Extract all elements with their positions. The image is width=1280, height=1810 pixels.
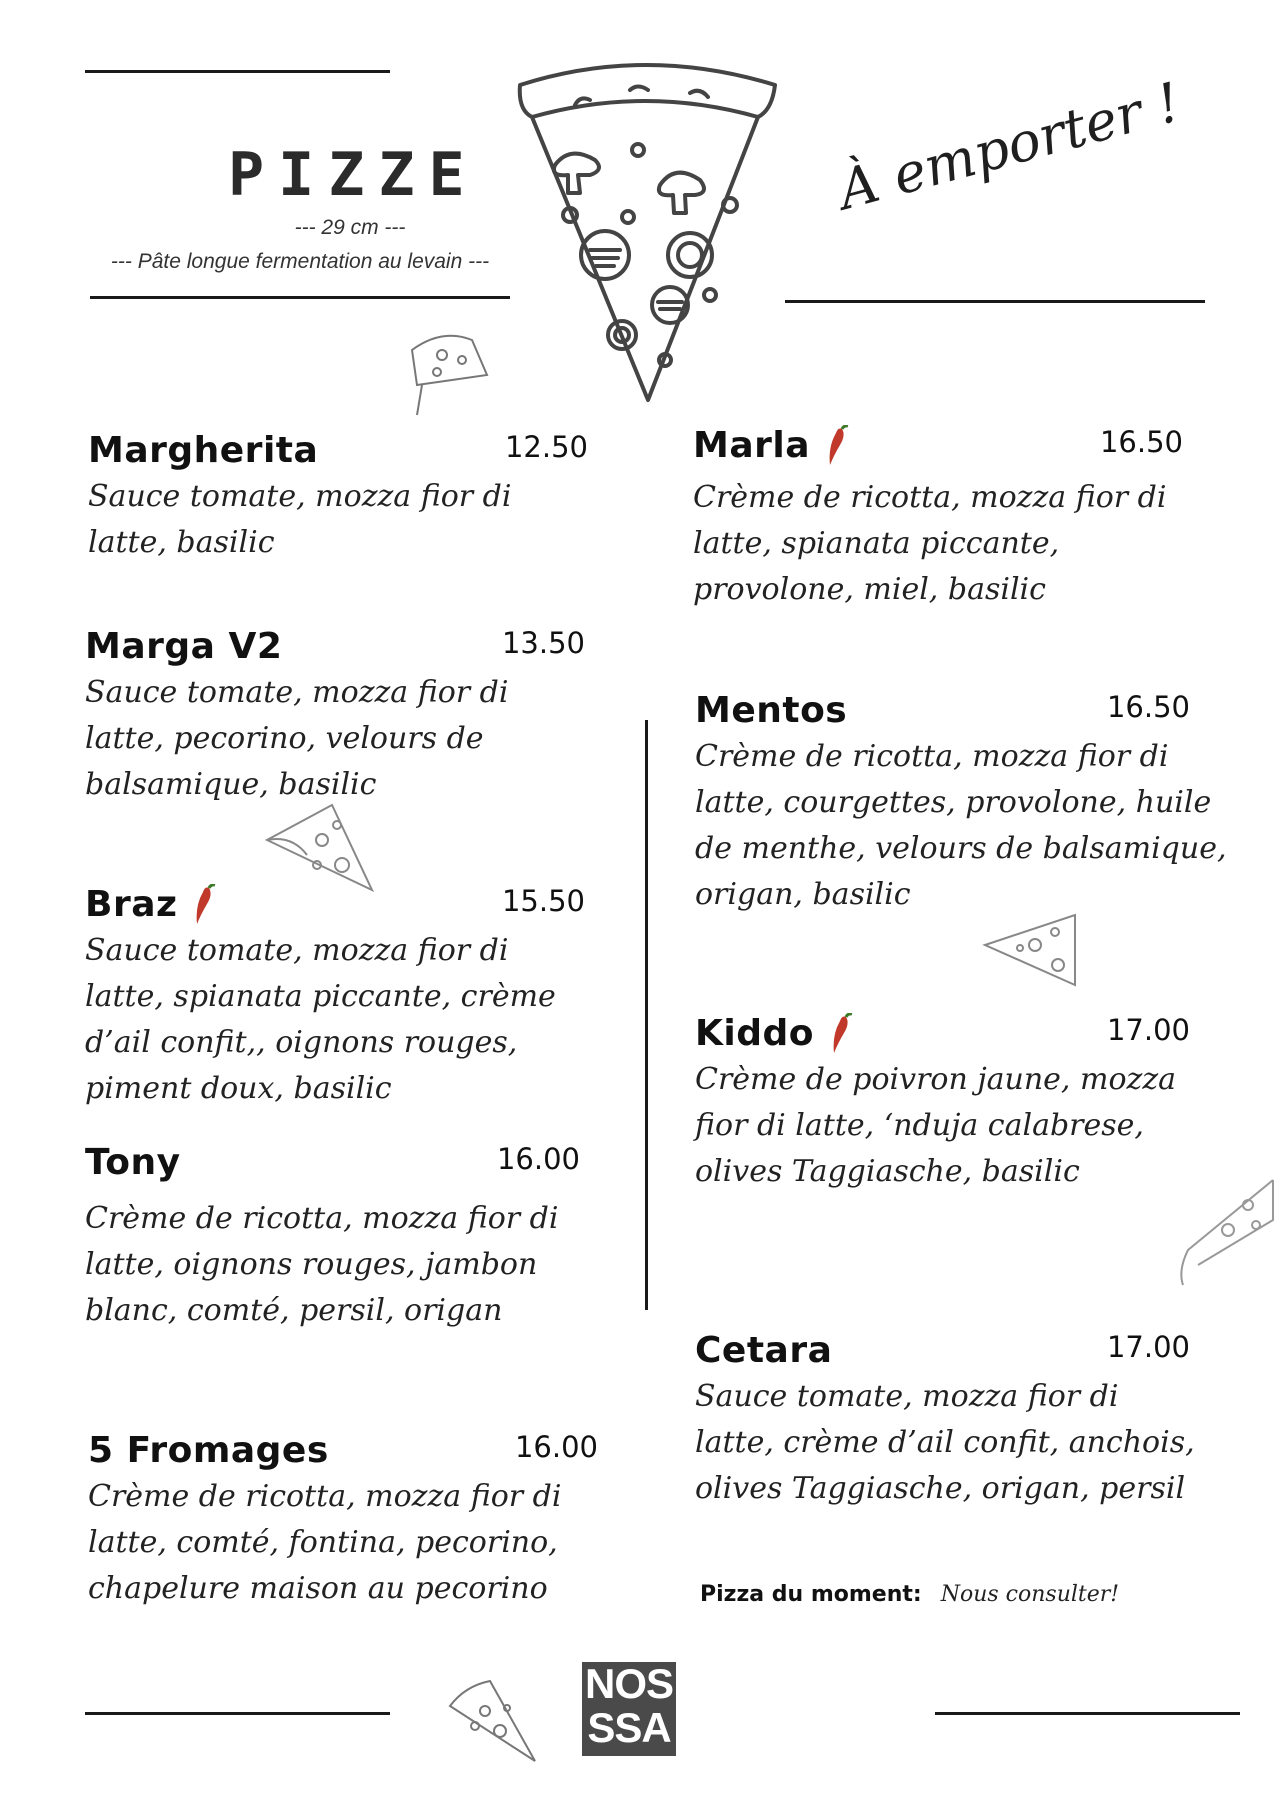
- menu-item-price: 17.00: [1106, 1013, 1190, 1047]
- menu-item-name: Margherita: [88, 430, 319, 471]
- menu-item-price: 13.50: [501, 626, 585, 660]
- pizza-du-moment: [700, 1582, 1119, 1607]
- page-title: PIZZE: [228, 140, 479, 210]
- top-left-rule: [85, 70, 390, 73]
- menu-item: [85, 626, 585, 808]
- menu-item: [695, 1330, 1195, 1512]
- menu-item-price: 12.50: [504, 430, 588, 464]
- menu-item-price: 15.50: [501, 884, 585, 918]
- menu-item-price: 16.00: [496, 1142, 580, 1176]
- menu-item-name: Cetara: [695, 1330, 833, 1371]
- pizza-du-moment-value: Nous consulter!: [940, 1582, 1120, 1607]
- bottom-right-rule: [935, 1712, 1240, 1715]
- header-bottom-rule: [90, 296, 510, 299]
- menu-item-name: Marga V2: [85, 626, 283, 667]
- dough-line: --- Pâte longue fermentation au levain ---: [110, 250, 490, 273]
- menu-item: [695, 1013, 1190, 1195]
- pizza-slice-icon: [510, 55, 780, 405]
- menu-item-price: 16.00: [514, 1430, 598, 1464]
- brand-logo: NOS SSA: [582, 1662, 676, 1756]
- menu-item: [693, 425, 1183, 613]
- menu-item: [695, 690, 1227, 918]
- pizza-slice-doodle-icon: [445, 1676, 540, 1766]
- menu-item-name: Mentos: [695, 690, 848, 731]
- column-divider: [645, 720, 648, 1310]
- chili-pepper-icon: [828, 1013, 854, 1057]
- chili-pepper-icon: [191, 884, 217, 928]
- menu-item-description: Sauce tomate, mozza fior di latte, crème d’ail confit, anchois, olives Taggiasche, origan, persil: [695, 1379, 1195, 1506]
- chili-pepper-icon: [824, 425, 850, 469]
- menu-item: [85, 1142, 580, 1334]
- menu-item-description: Crème de ricotta, mozza fior di latte, comté, fontina, pecorino, chapelure maison au pecorino: [88, 1479, 562, 1606]
- takeaway-heading: À emporter !: [831, 70, 1187, 222]
- menu-item-price: 17.00: [1106, 1330, 1190, 1364]
- pizza-du-moment-label: Pizza du moment:: [700, 1582, 922, 1607]
- menu-item-name: Braz: [85, 884, 217, 928]
- menu-item-name: Marla: [693, 425, 850, 469]
- menu-item-name: Kiddo: [695, 1013, 854, 1057]
- menu-item-description: Sauce tomate, mozza fior di latte, spianata piccante, crème d’ail confit,, oignons rouges, piment doux, basilic: [85, 933, 556, 1106]
- menu-item-name: 5 Fromages: [88, 1430, 329, 1471]
- menu-item-description: Sauce tomate, mozza fior di latte, pecorino, velours de balsamique, basilic: [85, 675, 509, 802]
- menu-item: [88, 1430, 598, 1612]
- pizza-slice-doodle-icon: [402, 330, 497, 420]
- menu-item-price: 16.50: [1099, 425, 1183, 459]
- takeaway-rule: [785, 300, 1205, 303]
- menu-item-description: Crème de ricotta, mozza fior di latte, oignons rouges, jambon blanc, comté, persil, origan: [85, 1201, 559, 1328]
- menu-item: [88, 430, 588, 566]
- menu-item-name: Tony: [85, 1142, 181, 1183]
- menu-item-description: Sauce tomate, mozza fior di latte, basilic: [88, 479, 512, 560]
- menu-item-description: Crème de poivron jaune, mozza fior di latte, ‘nduja calabrese, olives Taggiasche, basilic: [695, 1062, 1177, 1189]
- menu-item-description: Crème de ricotta, mozza fior di latte, spianata piccante, provolone, miel, basilic: [693, 480, 1167, 607]
- menu-item-description: Crème de ricotta, mozza fior di latte, courgettes, provolone, huile de menthe, velours de balsamique, origan, basilic: [695, 739, 1227, 912]
- menu-item-price: 16.50: [1106, 690, 1190, 724]
- menu-item: [85, 884, 585, 1112]
- pizza-slice-doodle-icon: [980, 910, 1085, 990]
- pizza-slice-doodle-icon: [262, 800, 377, 895]
- size-line: --- 29 cm ---: [294, 216, 406, 239]
- bottom-left-rule: [85, 1712, 390, 1715]
